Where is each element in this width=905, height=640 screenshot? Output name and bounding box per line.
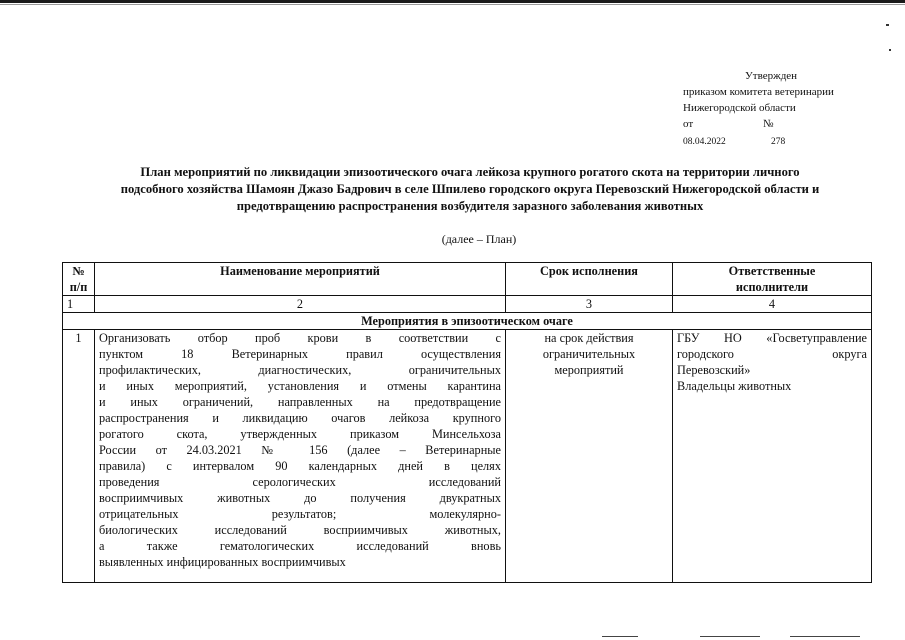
approval-line-1: Утвержден [745, 70, 798, 82]
section-row [63, 313, 872, 330]
scan-artifact [602, 636, 638, 637]
title-line-2: подсобного хозяйства Шамоян Джазо Бадрович в селе Шпилево городского округа Перевозский Нижегородской области и [120, 182, 820, 196]
table-header-row [63, 263, 872, 296]
approval-from-label: от [683, 118, 694, 130]
row-number: 1 [63, 330, 95, 583]
row-responsible: ГБУ НО «Госветуправление городского округа Перевозский» Владельцы животных [673, 330, 872, 583]
column-number-row [63, 296, 872, 313]
scan-speck [889, 49, 891, 51]
section-title: Мероприятия в эпизоотическом очаге [63, 313, 872, 330]
header-num: № п/п [63, 263, 95, 296]
approval-line-3: Нижегородской области [683, 102, 796, 114]
approval-number-label: № [763, 118, 774, 130]
approval-from-row [683, 116, 834, 132]
title-line-1: План мероприятий по ликвидации эпизоотического очага лейкоза крупного рогатого скота на территории личного [140, 165, 800, 179]
document-subtitle: (далее – План) [441, 232, 517, 246]
document-title [60, 164, 880, 215]
col-number-4: 4 [673, 296, 872, 313]
col-number-1: 1 [63, 296, 95, 313]
plan-table [62, 262, 872, 583]
approval-block [683, 68, 834, 150]
header-term: Срок исполнения [506, 263, 673, 296]
approval-number: 278 [771, 137, 786, 147]
table-row [63, 330, 872, 583]
approval-line-2: приказом комитета ветеринарии [683, 86, 834, 98]
col-number-3: 3 [506, 296, 673, 313]
scan-edge-shadow [0, 4, 905, 5]
scan-artifact [790, 636, 860, 637]
scan-speck [886, 24, 889, 26]
row-measure: Организовать отбор проб крови в соответствии с пунктом 18 Ветеринарных правил осуществления профилактических, диагностических, ограничительных и иных мероприятий, установления и отмены карантина и иных ограничений, направленных на предотвращение распространения и ликвидацию очагов лейкоза крупного рогатого скота, утвержденных приказом Минсельхоза России от 24.03.2021 № 156 (далее – Ветеринарные правила) с интервалом 90 календарных дней в целях проведения серологических исследований восприимчивых животных до получения двукратных отрицательных результатов; молекулярно- биологических исследований восприимчивых животных, а также гематологических исследований вновь выявленных инфицированных восприимчивых [95, 330, 506, 583]
row-term: на срок действия ограничительных мероприятий [506, 330, 673, 583]
approval-date: 08.04.2022 [683, 137, 726, 147]
title-line-3: предотвращению распространения возбудителя заразного заболевания животных [236, 199, 704, 213]
header-name: Наименование мероприятий [95, 263, 506, 296]
scan-artifact [700, 636, 760, 637]
approval-date-row [683, 134, 834, 150]
col-number-2: 2 [95, 296, 506, 313]
scan-edge [0, 0, 905, 3]
header-resp: Ответственные исполнители [673, 263, 872, 296]
